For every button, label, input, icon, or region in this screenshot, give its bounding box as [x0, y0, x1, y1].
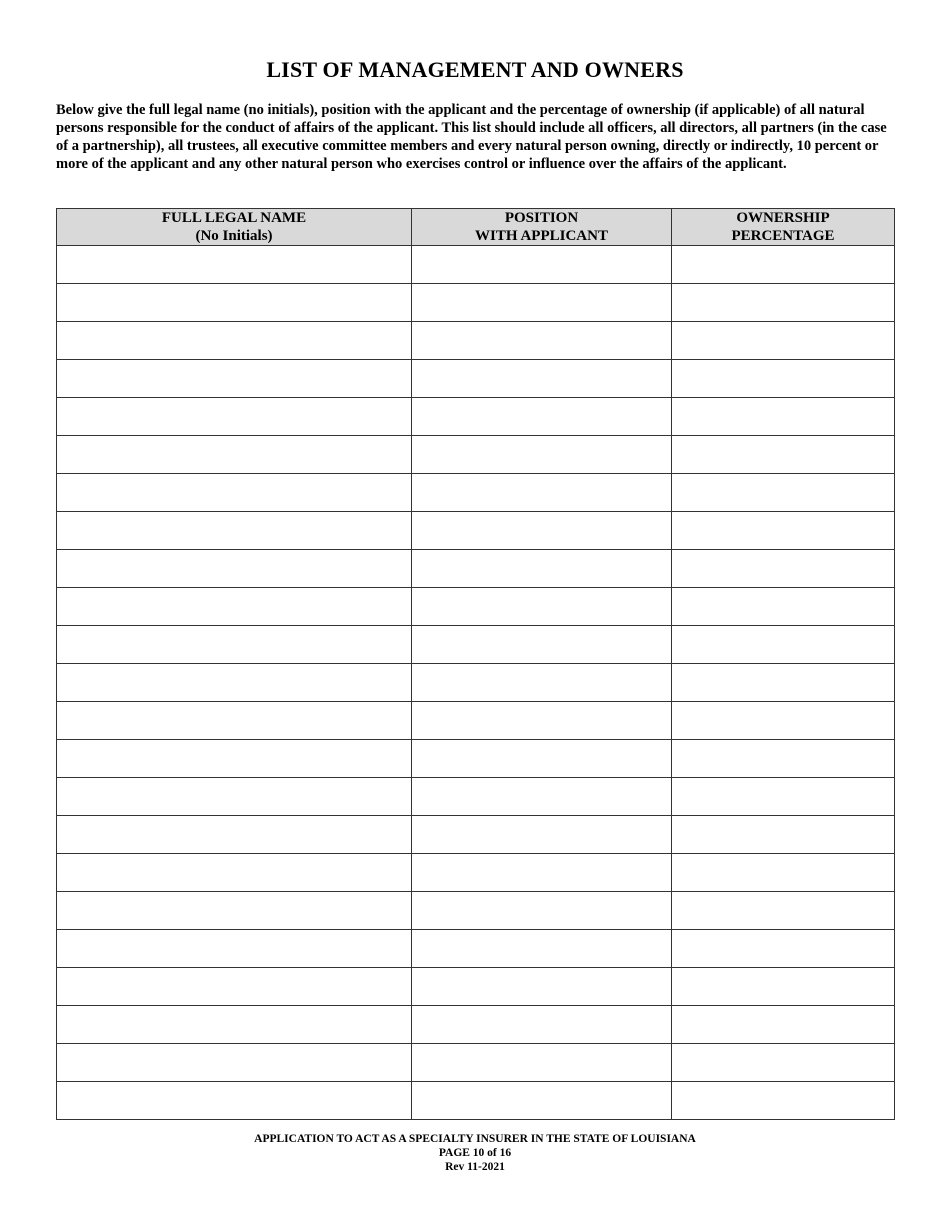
ownership-percentage-cell[interactable] [672, 854, 895, 892]
ownership-percentage-cell[interactable] [672, 436, 895, 474]
table-row [57, 284, 895, 322]
table-body [57, 246, 895, 1120]
page-title: LIST OF MANAGEMENT AND OWNERS [266, 57, 684, 82]
footer-page-number: PAGE 10 of 16 [438, 1147, 512, 1159]
footer-application-title: APPLICATION TO ACT AS A SPECIALTY INSURER IN THE STATE OF LOUISIANA [254, 1133, 696, 1145]
full-legal-name-cell[interactable] [57, 284, 412, 322]
page-footer [0, 1132, 950, 1174]
table-row [57, 1006, 895, 1044]
table-row [57, 512, 895, 550]
position-cell[interactable] [412, 322, 672, 360]
full-legal-name-cell[interactable] [57, 550, 412, 588]
ownership-percentage-cell[interactable] [672, 588, 895, 626]
header-full-legal-name [57, 209, 412, 246]
ownership-percentage-cell[interactable] [672, 892, 895, 930]
position-cell[interactable] [412, 246, 672, 284]
header-line: WITH APPLICANT [475, 228, 608, 244]
header-position [412, 209, 672, 246]
table-row [57, 816, 895, 854]
management-owners-table [56, 208, 895, 1120]
position-cell[interactable] [412, 968, 672, 1006]
ownership-percentage-cell[interactable] [672, 1082, 895, 1120]
full-legal-name-cell[interactable] [57, 1082, 412, 1120]
ownership-percentage-cell[interactable] [672, 246, 895, 284]
ownership-percentage-cell[interactable] [672, 512, 895, 550]
footer-revision: Rev 11-2021 [445, 1161, 505, 1173]
table-row [57, 892, 895, 930]
ownership-percentage-cell[interactable] [672, 626, 895, 664]
table-row [57, 398, 895, 436]
full-legal-name-cell[interactable] [57, 512, 412, 550]
position-cell[interactable] [412, 588, 672, 626]
position-cell[interactable] [412, 550, 672, 588]
ownership-percentage-cell[interactable] [672, 360, 895, 398]
header-ownership-percentage [672, 209, 895, 246]
table-row [57, 968, 895, 1006]
header-line: FULL LEGAL NAME [161, 210, 307, 226]
full-legal-name-cell[interactable] [57, 968, 412, 1006]
table-row [57, 664, 895, 702]
table-row [57, 1082, 895, 1120]
ownership-percentage-cell[interactable] [672, 664, 895, 702]
header-line: PERCENTAGE [731, 228, 835, 244]
ownership-percentage-cell[interactable] [672, 1044, 895, 1082]
full-legal-name-cell[interactable] [57, 1044, 412, 1082]
ownership-percentage-cell[interactable] [672, 322, 895, 360]
full-legal-name-cell[interactable] [57, 474, 412, 512]
table-row [57, 588, 895, 626]
position-cell[interactable] [412, 892, 672, 930]
ownership-percentage-cell[interactable] [672, 740, 895, 778]
full-legal-name-cell[interactable] [57, 398, 412, 436]
full-legal-name-cell[interactable] [57, 892, 412, 930]
position-cell[interactable] [412, 1044, 672, 1082]
full-legal-name-cell[interactable] [57, 626, 412, 664]
ownership-percentage-cell[interactable] [672, 1006, 895, 1044]
position-cell[interactable] [412, 816, 672, 854]
ownership-percentage-cell[interactable] [672, 930, 895, 968]
full-legal-name-cell[interactable] [57, 930, 412, 968]
table-row [57, 436, 895, 474]
ownership-percentage-cell[interactable] [672, 398, 895, 436]
full-legal-name-cell[interactable] [57, 778, 412, 816]
position-cell[interactable] [412, 474, 672, 512]
ownership-percentage-cell[interactable] [672, 778, 895, 816]
table-row [57, 1044, 895, 1082]
table-row [57, 322, 895, 360]
full-legal-name-cell[interactable] [57, 816, 412, 854]
full-legal-name-cell[interactable] [57, 322, 412, 360]
ownership-percentage-cell[interactable] [672, 474, 895, 512]
position-cell[interactable] [412, 740, 672, 778]
table-row [57, 360, 895, 398]
table-row [57, 702, 895, 740]
ownership-percentage-cell[interactable] [672, 968, 895, 1006]
ownership-percentage-cell[interactable] [672, 550, 895, 588]
ownership-percentage-cell[interactable] [672, 702, 895, 740]
position-cell[interactable] [412, 398, 672, 436]
full-legal-name-cell[interactable] [57, 854, 412, 892]
table-row [57, 246, 895, 284]
full-legal-name-cell[interactable] [57, 246, 412, 284]
position-cell[interactable] [412, 778, 672, 816]
position-cell[interactable] [412, 1006, 672, 1044]
position-cell[interactable] [412, 702, 672, 740]
full-legal-name-cell[interactable] [57, 664, 412, 702]
table-row [57, 626, 895, 664]
full-legal-name-cell[interactable] [57, 740, 412, 778]
position-cell[interactable] [412, 512, 672, 550]
position-cell[interactable] [412, 854, 672, 892]
full-legal-name-cell[interactable] [57, 588, 412, 626]
header-line: (No Initials) [195, 228, 273, 244]
header-line: POSITION [504, 210, 579, 226]
full-legal-name-cell[interactable] [57, 360, 412, 398]
position-cell[interactable] [412, 360, 672, 398]
position-cell[interactable] [412, 930, 672, 968]
position-cell[interactable] [412, 664, 672, 702]
table-row [57, 930, 895, 968]
header-line: OWNERSHIP [736, 210, 830, 226]
full-legal-name-cell[interactable] [57, 1006, 412, 1044]
table-row [57, 854, 895, 892]
table-row [57, 740, 895, 778]
full-legal-name-cell[interactable] [57, 436, 412, 474]
table-row [57, 550, 895, 588]
ownership-percentage-cell[interactable] [672, 816, 895, 854]
position-cell[interactable] [412, 284, 672, 322]
position-cell[interactable] [412, 626, 672, 664]
table-row [57, 778, 895, 816]
position-cell[interactable] [412, 436, 672, 474]
table-header-row [57, 209, 895, 246]
position-cell[interactable] [412, 1082, 672, 1120]
table-row [57, 474, 895, 512]
instructions-paragraph: Below give the full legal name (no initials), position with the applicant and the percentage of ownership (if applicable) of all natural persons responsible for the conduct of affairs of the applicant. This list should include all officers, all directors, all partners (in the case of a partnership), all trustees, all executive committee members and every natural person owning, directly or indirectly, 10 percent or more of the applicant and any other natural person who exercises control or influence over the affairs of the applicant. [56, 102, 887, 172]
full-legal-name-cell[interactable] [57, 702, 412, 740]
ownership-percentage-cell[interactable] [672, 284, 895, 322]
